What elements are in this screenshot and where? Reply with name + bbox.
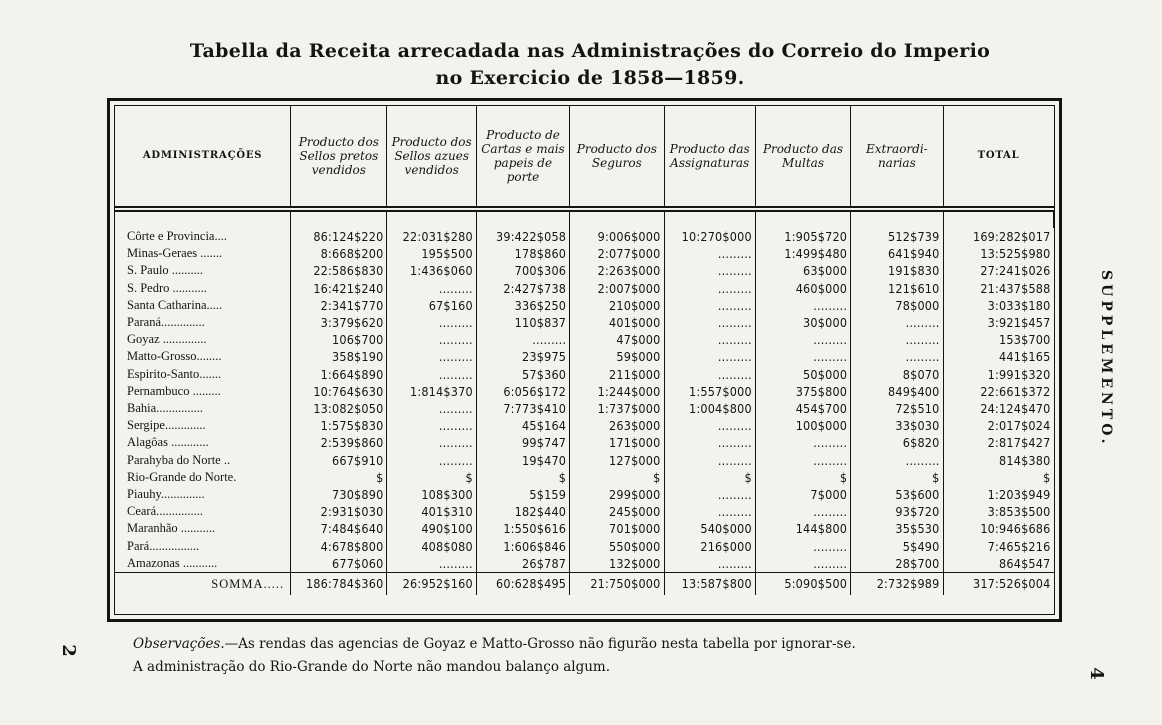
cell-total: 10:946$686 [980,521,1051,537]
cell-assignaturas: $ [664,469,755,486]
table-row [115,228,1054,245]
cell-cartas: 26$787 [476,555,569,573]
cell-cartas: 182$440 [476,503,569,520]
cell-extraordinarias: ......... [851,348,943,365]
cell-multas: $ [755,469,850,486]
header-assignaturas: Producto das Assignaturas [664,106,755,209]
header-multas: Producto das Multas [755,106,850,209]
cell-cartas: 1:606$846 [476,538,569,555]
notes-line-2: A administração do Rio-Grande do Norte não mandou balanço algum. [133,659,611,675]
cell-seguros: 9:006$000 [570,228,664,245]
side-label: SUPPLEMENTO. [1098,270,1114,448]
cell-total: 3:921$457 [987,315,1051,331]
cell-assignaturas: 13:587$800 [664,573,755,596]
cell-assignaturas: ......... [664,452,755,469]
cell-multas: ......... [755,434,850,451]
cell-administracao: Minas-Geraes ....... [115,245,291,262]
cell-seguros: 1:737$000 [570,400,664,417]
cell-total: 2:017$024 [987,418,1051,434]
cell-multas: 454$700 [755,400,850,417]
cell-administracao: Rio-Grande do Norte. [115,469,291,486]
notes [133,633,856,679]
header-extraordinarias: Extraordi-narias [851,106,943,209]
cell-sellos-pretos: 13:082$050 [291,400,387,417]
cell-assignaturas: ......... [664,245,755,262]
cell-administracao: Santa Catharina..... [115,297,291,314]
cell-administracao: SOMMA..... [115,573,291,596]
cell-administracao: S. Pedro ........... [115,280,291,297]
header-sellos-azues: Producto dos Sellos azues vendidos [387,106,476,209]
cell-sellos-pretos: 8:668$200 [291,245,387,262]
table-row [115,417,1054,434]
cell-total: 864$547 [999,555,1051,571]
cell-cartas: 2:427$738 [476,280,569,297]
table-row [115,503,1054,520]
cell-cartas: 39:422$058 [476,228,569,245]
cell-cartas: 1:550$616 [476,520,569,537]
cell-sellos-pretos: 667$910 [291,452,387,469]
cell-extraordinarias: 35$530 [851,520,943,537]
cell-sellos-pretos: 3:379$620 [291,314,387,331]
table-row [115,400,1054,417]
cell-assignaturas: ......... [664,486,755,503]
cell-sellos-azues: ......... [387,331,476,348]
cell-multas: 460$000 [755,280,850,297]
table-row [115,331,1054,348]
cell-extraordinarias: 53$600 [851,486,943,503]
cell-total: 169:282$017 [972,229,1051,244]
cell-seguros: 2:077$000 [570,245,664,262]
cell-sellos-pretos: 106$700 [291,331,387,348]
cell-sellos-pretos: 16:421$240 [291,280,387,297]
cell-multas: ......... [755,555,850,573]
cell-total: 153$700 [999,332,1051,348]
header-administracoes: ADMINISTRAÇÕES [115,106,291,209]
cell-administracao: Paraná.............. [115,314,291,331]
table-row [115,366,1054,383]
table-row [115,538,1054,555]
spacer-row [115,209,1054,228]
cell-multas: ......... [755,452,850,469]
table-title [120,38,1060,92]
cell-sellos-pretos: 4:678$800 [291,538,387,555]
cell-assignaturas: ......... [664,314,755,331]
cell-seguros: 127$000 [570,452,664,469]
cell-extraordinarias: 33$030 [851,417,943,434]
cell-administracao: Piauhy.............. [115,486,291,503]
cell-sellos-pretos: 2:539$860 [291,434,387,451]
cell-extraordinarias: 641$940 [851,245,943,262]
cell-administracao: Pernambuco ......... [115,383,291,400]
cell-administracao: Pará................ [115,538,291,555]
cell-seguros: $ [570,469,664,486]
cell-administracao: Amazonas ........... [115,555,291,573]
cell-administracao: Côrte e Provincia.... [115,228,291,245]
cell-extraordinarias: $ [851,469,943,486]
cell-assignaturas: ......... [664,366,755,383]
cell-multas: ......... [755,297,850,314]
cell-seguros: 171$000 [570,434,664,451]
cell-cartas: 178$860 [476,245,569,262]
cell-extraordinarias: ......... [851,314,943,331]
table-row [115,245,1054,262]
cell-multas: 1:499$480 [755,245,850,262]
cell-sellos-pretos: 10:764$630 [291,383,387,400]
table-row [115,469,1054,486]
cell-extraordinarias: 6$820 [851,434,943,451]
cell-seguros: 211$000 [570,366,664,383]
cell-total: 3:853$500 [987,504,1051,520]
cell-sellos-azues: 408$080 [387,538,476,555]
cell-cartas: 6:056$172 [476,383,569,400]
cell-total: 21:437$588 [980,280,1051,296]
title-line-1: Tabella da Receita arrecadada nas Administrações do Correio do Imperio [189,40,991,62]
cell-seguros: 2:263$000 [570,262,664,279]
cell-extraordinarias: 8$070 [851,366,943,383]
cell-sellos-pretos: 358$190 [291,348,387,365]
cell-administracao: S. Paulo .......... [115,262,291,279]
cell-extraordinarias: 72$510 [851,400,943,417]
cell-seguros: 2:007$000 [570,280,664,297]
cell-sellos-azues: ......... [387,314,476,331]
cell-assignaturas: ......... [664,503,755,520]
cell-administracao: Matto-Grosso........ [115,348,291,365]
cell-administracao: Goyaz .............. [115,331,291,348]
table-row [115,383,1054,400]
cell-sellos-azues: 1:436$060 [387,262,476,279]
cell-seguros: 401$000 [570,314,664,331]
cell-assignaturas: 1:004$800 [664,400,755,417]
cell-total: 7:465$216 [987,538,1051,554]
cell-cartas: 45$164 [476,417,569,434]
cell-cartas: $ [476,469,569,486]
cell-seguros: 550$000 [570,538,664,555]
cell-seguros: 701$000 [570,520,664,537]
cell-sellos-pretos: $ [291,469,387,486]
cell-sellos-azues: 1:814$370 [387,383,476,400]
cell-extraordinarias: 28$700 [851,555,943,573]
cell-extraordinarias: 93$720 [851,503,943,520]
cell-assignaturas: 216$000 [664,538,755,555]
cell-sellos-azues: $ [387,469,476,486]
header-total: TOTAL [943,106,1053,209]
cell-extraordinarias: 78$000 [851,297,943,314]
cell-cartas: 19$470 [476,452,569,469]
cell-cartas: 60:628$495 [476,573,569,596]
cell-cartas: 700$306 [476,262,569,279]
table-row [115,297,1054,314]
cell-assignaturas: ......... [664,555,755,573]
cell-sellos-azues: ......... [387,280,476,297]
table-row [115,555,1054,573]
page-mark-left: 2 [57,644,79,657]
cell-multas: 63$000 [755,262,850,279]
cell-seguros: 47$000 [570,331,664,348]
cell-multas: 30$000 [755,314,850,331]
cell-assignaturas: ......... [664,434,755,451]
notes-line-1 [133,633,856,656]
cell-assignaturas: 540$000 [664,520,755,537]
header-cartas: Producto de Cartas e mais papeis de porte [476,106,569,209]
cell-administracao: Sergipe............. [115,417,291,434]
cell-total: 22:661$372 [980,383,1051,399]
cell-seguros: 263$000 [570,417,664,434]
cell-sellos-azues: ......... [387,400,476,417]
table-row [115,452,1054,469]
cell-total: 3:033$180 [987,297,1051,313]
cell-cartas: 23$975 [476,348,569,365]
cell-multas: 50$000 [755,366,850,383]
cell-assignaturas: 1:557$000 [664,383,755,400]
table-row [115,280,1054,297]
cell-multas: 144$800 [755,520,850,537]
cell-sellos-pretos: 1:664$890 [291,366,387,383]
cell-administracao: Espirito-Santo....... [115,366,291,383]
cell-sellos-azues: 67$160 [387,297,476,314]
cell-administracao: Maranhão ........... [115,520,291,537]
cell-sellos-azues: ......... [387,417,476,434]
cell-extraordinarias: 512$739 [851,228,943,245]
cell-total: 814$380 [999,452,1051,468]
cell-sellos-azues: ......... [387,452,476,469]
cell-sellos-pretos: 677$060 [291,555,387,573]
cell-sellos-azues: 195$500 [387,245,476,262]
cell-extraordinarias: ......... [851,452,943,469]
notes-label: Observações. [133,636,225,652]
cell-assignaturas: 10:270$000 [664,228,755,245]
somma-row [115,573,1054,596]
title-line-2: no Exercicio de 1858—1859. [435,67,745,89]
cell-administracao: Parahyba do Norte .. [115,452,291,469]
cell-seguros: 132$000 [570,555,664,573]
cell-cartas: 110$837 [476,314,569,331]
table-row [115,434,1054,451]
cell-total: 13:525$980 [980,246,1051,262]
cell-sellos-pretos: 7:484$640 [291,520,387,537]
header-sellos-pretos: Producto dos Sellos pretos vendidos [291,106,387,209]
cell-sellos-azues: 401$310 [387,503,476,520]
cell-cartas: 5$159 [476,486,569,503]
cell-multas: ......... [755,503,850,520]
cell-cartas: 57$360 [476,366,569,383]
cell-cartas: ......... [476,331,569,348]
cell-multas: 7$000 [755,486,850,503]
cell-sellos-azues: ......... [387,555,476,573]
cell-extraordinarias: 5$490 [851,538,943,555]
cell-assignaturas: ......... [664,331,755,348]
header-row [115,106,1054,209]
cell-extraordinarias: ......... [851,331,943,348]
cell-extraordinarias: 849$400 [851,383,943,400]
revenue-table [115,106,1054,595]
cell-multas: ......... [755,348,850,365]
cell-multas: ......... [755,331,850,348]
cell-sellos-azues: ......... [387,348,476,365]
cell-sellos-pretos: 2:931$030 [291,503,387,520]
cell-extraordinarias: 2:732$989 [851,573,943,596]
cell-total: 1:991$320 [987,366,1051,382]
cell-cartas: 336$250 [476,297,569,314]
cell-sellos-pretos: 186:784$360 [291,573,387,596]
cell-administracao: Ceará............... [115,503,291,520]
cell-sellos-azues: 26:952$160 [387,573,476,596]
table-row [115,486,1054,503]
cell-seguros: 299$000 [570,486,664,503]
table-row [115,262,1054,279]
table-row [115,520,1054,537]
cell-assignaturas: ......... [664,280,755,297]
cell-sellos-azues: 22:031$280 [387,228,476,245]
header-seguros: Producto dos Seguros [570,106,664,209]
cell-total: 24:124$470 [980,401,1051,417]
cell-seguros: 59$000 [570,348,664,365]
cell-cartas: 99$747 [476,434,569,451]
cell-assignaturas: ......... [664,297,755,314]
cell-multas: 1:905$720 [755,228,850,245]
cell-administracao: Bahia............... [115,400,291,417]
cell-multas: 5:090$500 [755,573,850,596]
cell-sellos-pretos: 2:341$770 [291,297,387,314]
table-row [115,314,1054,331]
cell-total: 1:203$949 [987,487,1051,503]
cell-multas: 375$800 [755,383,850,400]
cell-seguros: 21:750$000 [570,573,664,596]
cell-seguros: 210$000 [570,297,664,314]
cell-total: 441$165 [999,349,1051,365]
cell-assignaturas: ......... [664,262,755,279]
table-frame [107,98,1062,622]
cell-seguros: 1:244$000 [570,383,664,400]
cell-sellos-pretos: 22:586$830 [291,262,387,279]
page-mark-right: 4 [1085,667,1107,680]
cell-total: 317:526$004 [943,573,1053,596]
cell-cartas: 7:773$410 [476,400,569,417]
cell-sellos-azues: ......... [387,366,476,383]
cell-total: 2:817$427 [987,435,1051,451]
cell-extraordinarias: 191$830 [851,262,943,279]
cell-sellos-pretos: 1:575$830 [291,417,387,434]
cell-assignaturas: ......... [664,348,755,365]
cell-sellos-azues: 108$300 [387,486,476,503]
table-row [115,348,1054,365]
cell-sellos-azues: ......... [387,434,476,451]
cell-multas: ......... [755,538,850,555]
cell-extraordinarias: 121$610 [851,280,943,297]
table-inner-frame [114,105,1055,615]
cell-assignaturas: ......... [664,417,755,434]
cell-sellos-azues: 490$100 [387,520,476,537]
cell-multas: 100$000 [755,417,850,434]
cell-sellos-pretos: 86:124$220 [291,228,387,245]
cell-sellos-pretos: 730$890 [291,486,387,503]
notes-text-1: —As rendas das agencias de Goyaz e Matto-Grosso não figurão nesta tabella por ignorar-se. [224,636,856,652]
cell-total: 27:241$026 [980,263,1051,279]
table-body [115,209,1054,595]
cell-total: $ [1043,469,1051,485]
cell-administracao: Alagôas ............ [115,434,291,451]
cell-seguros: 245$000 [570,503,664,520]
